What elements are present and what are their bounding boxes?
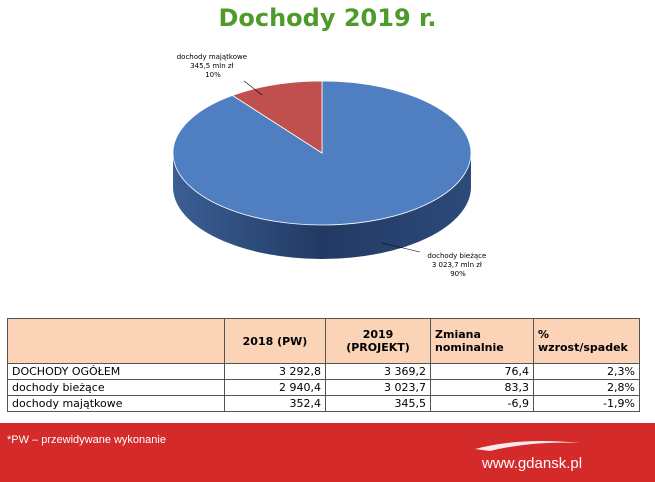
cell-2019: 345,5 <box>326 396 431 412</box>
footer-bar <box>0 423 655 482</box>
header-2019: 2019 (PROJEKT) <box>326 319 431 364</box>
table-row <box>8 364 640 380</box>
cell-2019: 3 023,7 <box>326 380 431 396</box>
cell-change: -6,9 <box>431 396 534 412</box>
cell-change: 76,4 <box>431 364 534 380</box>
header-change: Zmiana nominalnie <box>431 319 534 364</box>
cell-change: 83,3 <box>431 380 534 396</box>
slice-biezace-name: dochody bieżące <box>427 252 487 260</box>
page-title: Dochody 2019 r. <box>218 4 437 32</box>
table-row <box>8 396 640 412</box>
cell-2018: 352,4 <box>225 396 326 412</box>
cell-pct: -1,9% <box>534 396 640 412</box>
header-pct: % wzrost/spadek <box>534 319 640 364</box>
logo-swoosh-icon <box>470 435 590 455</box>
header-2018: 2018 (PW) <box>225 319 326 364</box>
slice-biezace-percent: 90% <box>450 270 466 278</box>
table-header-row <box>8 319 640 364</box>
cell-2018: 2 940,4 <box>225 380 326 396</box>
slice-majatkowe-name: dochody majątkowe <box>176 53 248 61</box>
logo-text: www.gdansk.pl <box>482 455 583 472</box>
data-table <box>7 318 640 412</box>
slice-majatkowe-value: 345,5 mln zł <box>190 62 234 70</box>
cell-pct: 2,3% <box>534 364 640 380</box>
header-blank <box>8 319 225 364</box>
data-table-wrap <box>7 318 640 412</box>
slice-majatkowe-percent: 10% <box>205 71 221 79</box>
slice-label-majatkowe <box>177 53 250 79</box>
row-label: DOCHODY OGÓŁEM <box>8 364 225 380</box>
footnote: *PW – przewidywane wykonanie <box>7 434 166 446</box>
slice-label-biezace <box>427 252 488 278</box>
row-label: dochody majątkowe <box>8 396 225 412</box>
table-row <box>8 380 640 396</box>
row-label: dochody bieżące <box>8 380 225 396</box>
cell-pct: 2,8% <box>534 380 640 396</box>
cell-2018: 3 292,8 <box>225 364 326 380</box>
slice-biezace-value: 3 023,7 mln zł <box>431 261 482 269</box>
cell-2019: 3 369,2 <box>326 364 431 380</box>
